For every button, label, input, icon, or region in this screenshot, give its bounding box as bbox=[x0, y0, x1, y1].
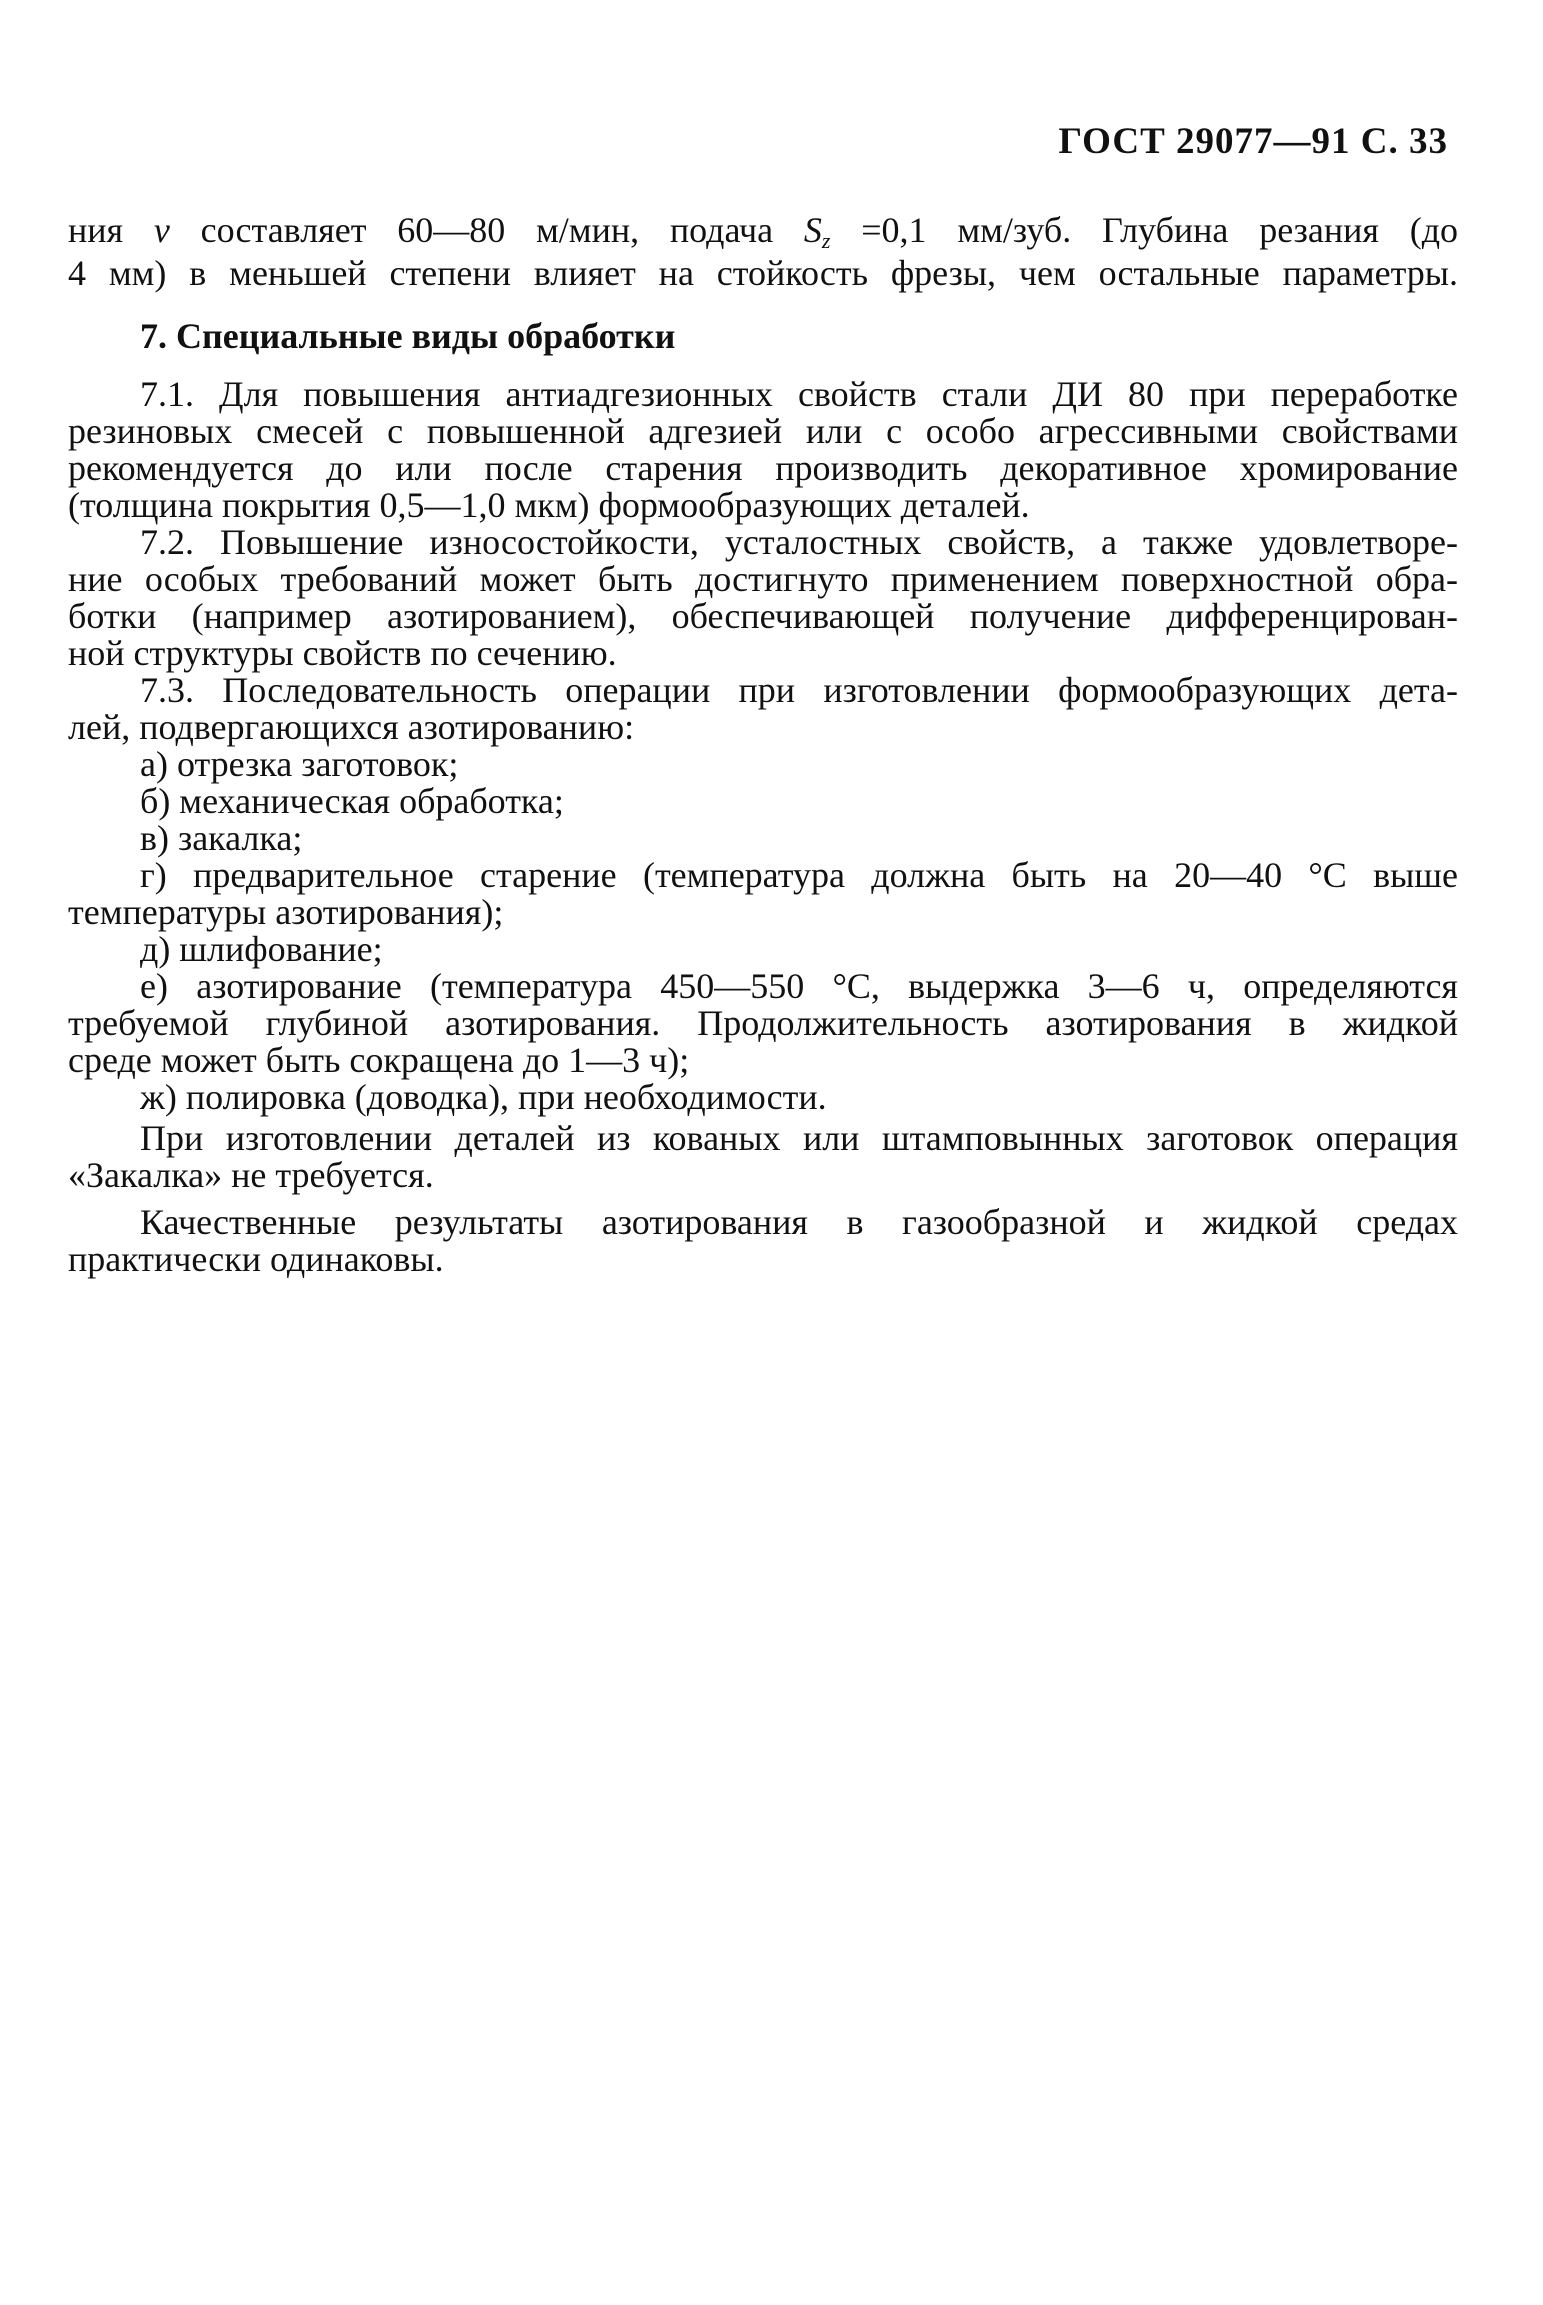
intro-line-1 bbox=[68, 210, 1459, 253]
p73-line: 7.3. Последовательность операции при изготовлении формообразующих дета- bbox=[140, 670, 1458, 710]
intro-text-c: =0,1 мм/зуб. Глубина резания (до bbox=[830, 210, 1459, 250]
p72-line: ние особых требований может быть достигнуто применением поверхностной обра- bbox=[68, 559, 1458, 599]
feed-subscript: z bbox=[821, 228, 831, 253]
list-item-g-cont: температуры азотирования); bbox=[68, 892, 504, 932]
p71-line: 7.1. Для повышения антиадгезионных свойств стали ДИ 80 при переработке bbox=[140, 374, 1458, 414]
list-item-v: в) закалка; bbox=[140, 818, 303, 858]
running-header: ГОСТ 29077—91 С. 33 bbox=[1058, 121, 1448, 162]
p71-line: (толщина покрытия 0,5—1,0 мкм) формообразующих деталей. bbox=[68, 485, 1030, 525]
p72-line: 7.2. Повышение износостойкости, усталостных свойств, а также удовлетворе- bbox=[140, 522, 1458, 562]
paragraph-7-3 bbox=[68, 672, 1458, 1116]
intro-text-a: ния bbox=[68, 210, 154, 250]
paragraph-7-2 bbox=[68, 524, 1458, 672]
note1-line: «Закалка» не требуется. bbox=[68, 1155, 434, 1195]
list-item-a: а) отрезка заготовок; bbox=[140, 744, 459, 784]
list-item-d: д) шлифование; bbox=[140, 929, 383, 969]
note-hardening bbox=[68, 1120, 1458, 1194]
intro-text-b: составляет 60—80 м/мин, подача bbox=[169, 210, 804, 250]
feed-symbol: S bbox=[803, 210, 822, 250]
note1-line: При изготовлении деталей из кованых или штамповынных заготовок операция bbox=[140, 1118, 1458, 1158]
list-item-e-cont: требуемой глубиной азотирования. Продолжительность азотирования в жидкой bbox=[68, 1003, 1458, 1043]
p73-line: лей, подвергающихся азотированию: bbox=[68, 707, 635, 747]
list-item-zh: ж) полировка (доводка), при необходимости. bbox=[140, 1077, 827, 1117]
list-item-b: б) механическая обработка; bbox=[140, 781, 564, 821]
p71-line: рекомендуется до или после старения производить декоративное хромирование bbox=[68, 448, 1458, 488]
note-nitriding-results bbox=[68, 1204, 1458, 1278]
list-item-e: е) азотирование (температура 450—550 °С, выдержка 3—6 ч, определяются bbox=[140, 966, 1458, 1006]
section-heading: 7. Специальные виды обработки bbox=[140, 316, 676, 356]
intro-line-2: 4 мм) в меньшей степени влияет на стойкость фрезы, чем остальные параметры. bbox=[68, 253, 1458, 293]
p71-line: резиновых смесей с повышенной адгезией или с особо агрессивными свойствами bbox=[68, 411, 1458, 451]
speed-symbol: v bbox=[153, 210, 170, 250]
p72-line: ной структуры свойств по сечению. bbox=[68, 633, 617, 673]
p72-line: ботки (например азотированием), обеспечивающей получение дифференцирован- bbox=[68, 596, 1458, 636]
list-item-g: г) предварительное старение (температура должна быть на 20—40 °С выше bbox=[140, 855, 1458, 895]
paragraph-7-1 bbox=[68, 376, 1458, 524]
section-heading-block bbox=[68, 318, 1458, 355]
note2-line: Качественные результаты азотирования в газообразной и жидкой средах bbox=[140, 1202, 1458, 1242]
note2-line: практически одинаковы. bbox=[68, 1239, 444, 1279]
list-item-e-cont: среде может быть сокращена до 1—3 ч); bbox=[68, 1040, 690, 1080]
intro-paragraph bbox=[68, 212, 1458, 292]
